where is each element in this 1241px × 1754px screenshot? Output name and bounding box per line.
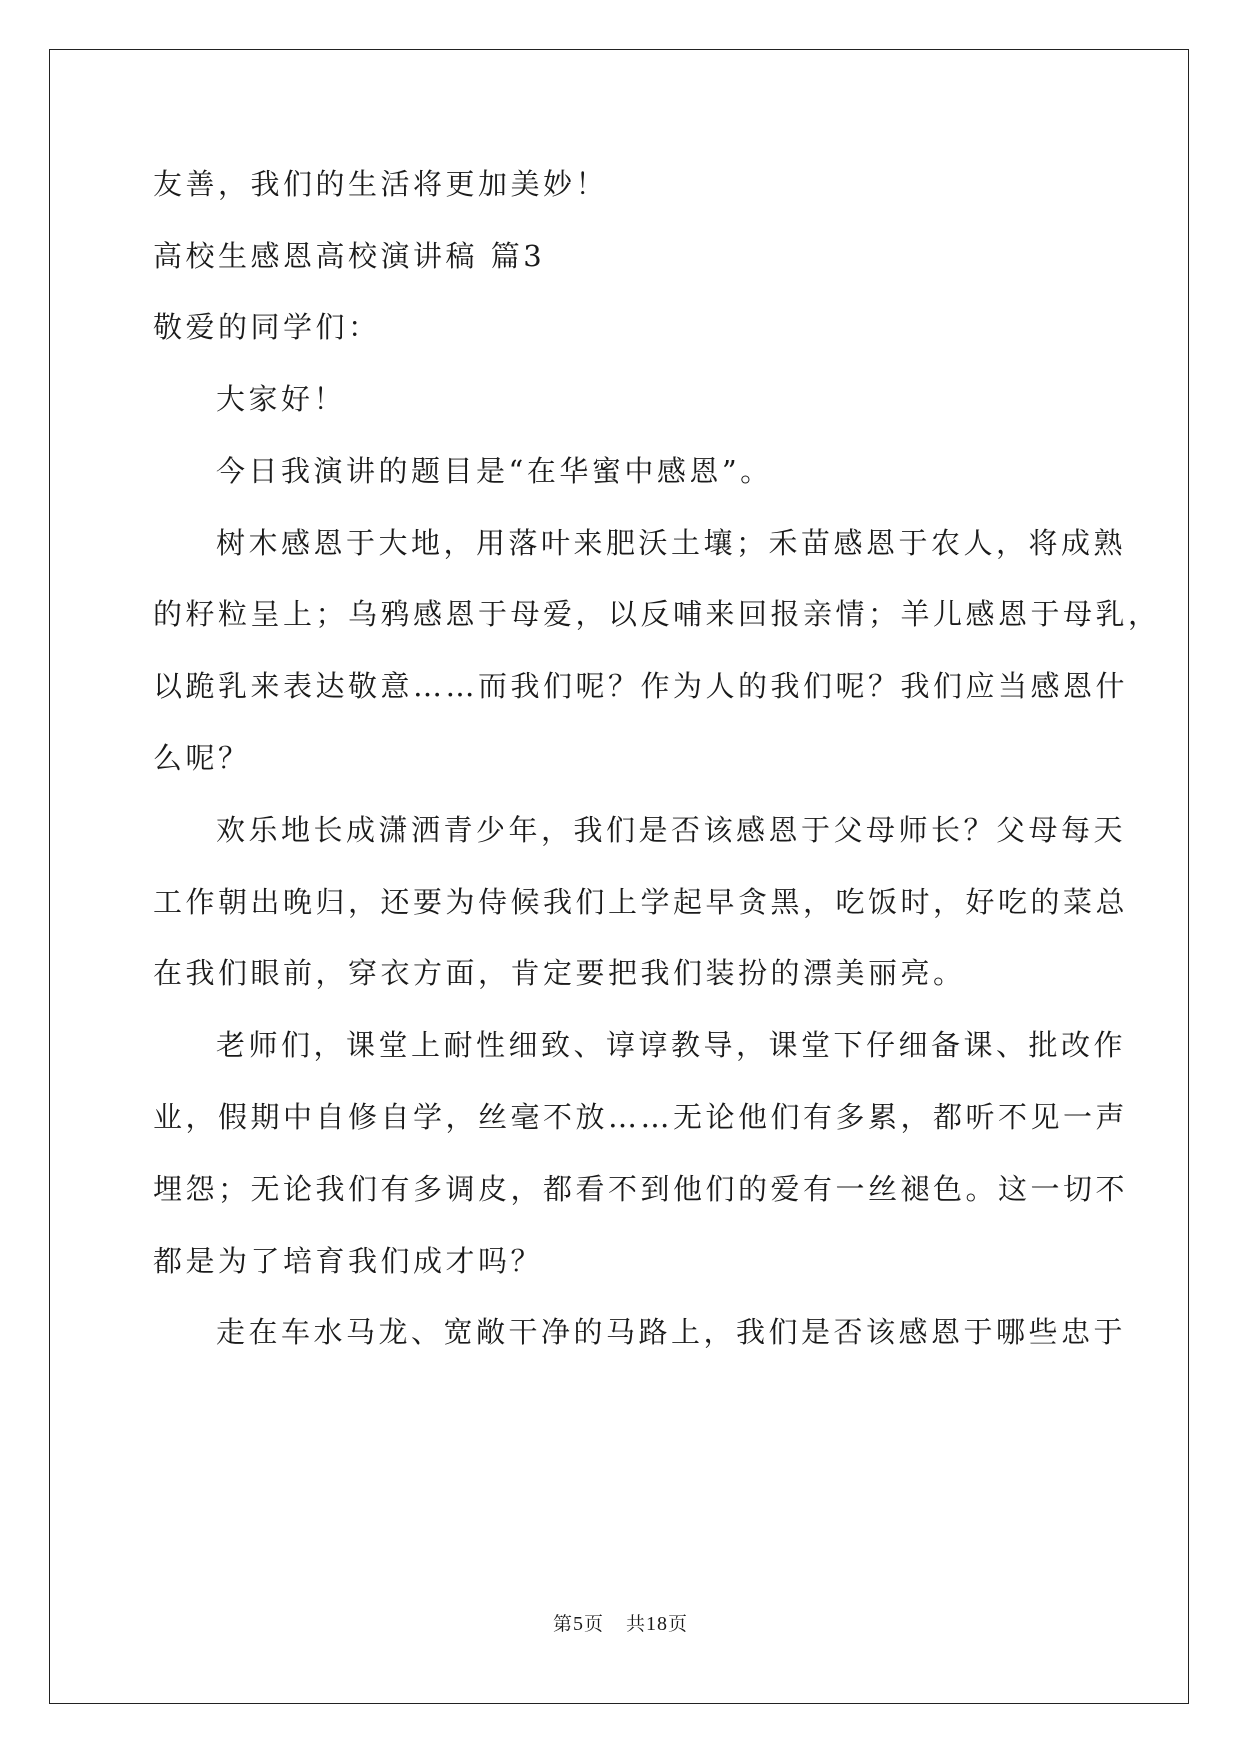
paragraph-line: 业，假期中自修自学，丝毫不放……无论他们有多累，都听不见一声 bbox=[153, 1100, 1129, 1134]
page-number: 5 bbox=[572, 1613, 584, 1635]
paragraph-line: 走在车水马龙、宽敞干净的马路上，我们是否该感恩于哪些忠于 bbox=[216, 1315, 1127, 1349]
page-footer bbox=[0, 1612, 1241, 1636]
total-pages: 18 bbox=[646, 1613, 669, 1635]
paragraph-line: 今日我演讲的题目是“在华蜜中感恩”。 bbox=[216, 454, 773, 488]
section-heading: 高校生感恩高校演讲稿 篇3 bbox=[153, 239, 546, 273]
paragraph-line: 以跪乳来表达敬意……而我们呢？作为人的我们呢？我们应当感恩什 bbox=[153, 669, 1129, 703]
paragraph-line: 工作朝出晚归，还要为侍候我们上学起早贪黑，吃饭时，好吃的菜总 bbox=[153, 885, 1129, 919]
paragraph-line: 在我们眼前，穿衣方面，肯定要把我们装扮的漂美丽亮。 bbox=[153, 956, 966, 990]
page-suffix: 页 bbox=[583, 1613, 604, 1635]
page-prefix: 第 bbox=[552, 1613, 573, 1635]
page-border bbox=[49, 49, 1189, 1704]
salutation: 敬爱的同学们： bbox=[153, 310, 381, 344]
paragraph-line: 老师们，课堂上耐性细致、谆谆教导，课堂下仔细备课、批改作 bbox=[216, 1028, 1127, 1062]
body-line: 友善，我们的生活将更加美妙！ bbox=[153, 167, 609, 201]
paragraph-line: 么呢？ bbox=[153, 741, 251, 775]
paragraph-line: 欢乐地长成潇洒青少年，我们是否该感恩于父母师长？父母每天 bbox=[216, 813, 1127, 847]
paragraph-line: 埋怨；无论我们有多调皮，都看不到他们的爱有一丝褪色。这一切不 bbox=[153, 1172, 1129, 1206]
paragraph-line: 都是为了培育我们成才吗？ bbox=[153, 1244, 544, 1278]
greeting: 大家好！ bbox=[216, 382, 347, 416]
paragraph-line: 树木感恩于大地，用落叶来肥沃土壤；禾苗感恩于农人，将成熟 bbox=[216, 526, 1127, 560]
total-suffix: 页 bbox=[668, 1613, 689, 1635]
paragraph-line: 的籽粒呈上；乌鸦感恩于母爱，以反哺来回报亲情；羊儿感恩于母乳， bbox=[153, 597, 1161, 631]
total-prefix: 共 bbox=[626, 1613, 647, 1635]
